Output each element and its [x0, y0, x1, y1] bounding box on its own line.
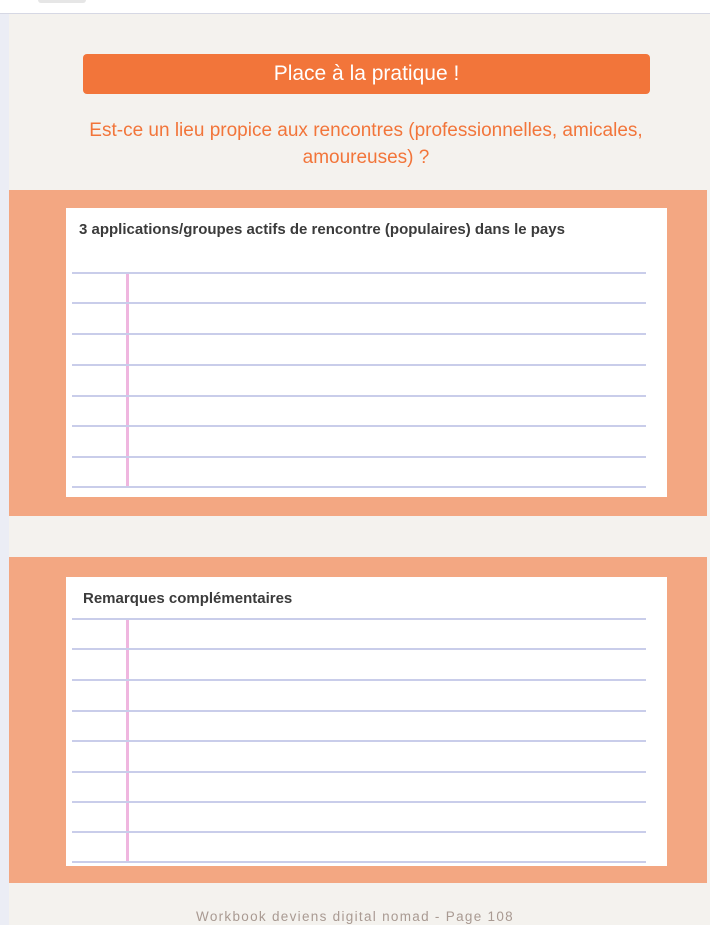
notepad-rule — [72, 771, 646, 773]
notepad-rule — [72, 302, 646, 304]
apps-notepad-card[interactable] — [66, 208, 667, 497]
notepad-rule — [72, 333, 646, 335]
top-toolbar — [0, 0, 710, 14]
remarks-card-title: Remarques complémentaires — [83, 590, 293, 607]
apps-section — [9, 190, 707, 516]
notepad-rule — [72, 425, 646, 427]
notepad-rule — [72, 486, 646, 488]
notepad-rule — [72, 395, 646, 397]
page-left-edge — [0, 14, 9, 925]
notepad-rule — [72, 679, 646, 681]
notepad-rule — [72, 456, 646, 458]
practice-banner: Place à la pratique ! — [83, 54, 650, 94]
notepad-rule — [72, 740, 646, 742]
toolbar-tab[interactable] — [38, 0, 86, 3]
remarks-section — [9, 557, 707, 883]
notepad-rule — [72, 861, 646, 863]
notepad-rule — [72, 801, 646, 803]
notepad-rule — [72, 831, 646, 833]
question-heading: Est-ce un lieu propice aux rencontres (professionnelles, amicales, amoureuses) ? — [89, 120, 643, 168]
remarks-notepad-card[interactable] — [66, 577, 667, 866]
notepad-rule — [72, 710, 646, 712]
notepad-rule — [72, 648, 646, 650]
page-footer: Workbook deviens digital nomad - Page 108 — [196, 909, 514, 924]
notepad-rule — [72, 618, 646, 620]
apps-card-title: 3 applications/groupes actifs de rencontre (populaires) dans le pays — [79, 221, 565, 238]
notepad-rule — [72, 272, 646, 274]
notepad-rule — [72, 364, 646, 366]
